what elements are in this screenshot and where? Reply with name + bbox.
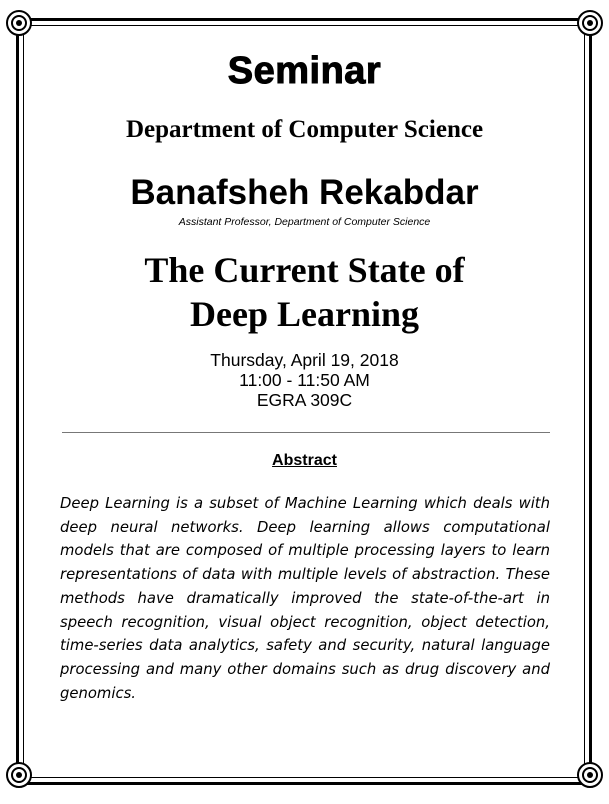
department-name: Department of Computer Science	[125, 116, 484, 143]
seminar-time: 11:00 - 11:50 AM	[239, 370, 370, 390]
abstract-body: Deep Learning is a subset of Machine Learning which deals with deep neural networks. Deep learning allows computational models that are composed of multiple processing layers to learn representations of data with multiple levels of abstraction. These methods have dramatically improved the state-of-the-art in speech recognition, visual object recognition, object detection, time-series data analytics, safety and security, natural language processing and many other domains such as drug discovery and genomics.	[60, 495, 550, 702]
corner-ornament-icon	[4, 8, 34, 38]
schedule-info	[40, 350, 569, 410]
corner-ornament-icon	[575, 8, 605, 38]
divider	[62, 432, 550, 433]
speaker-name: Banafsheh Rekabdar	[130, 173, 479, 212]
talk-title-line-2: Deep Learning	[190, 294, 419, 334]
speaker-role: Assistant Professor, Department of Computer Science	[178, 216, 431, 228]
abstract-heading: Abstract	[272, 452, 337, 469]
talk-title	[40, 248, 569, 336]
corner-ornament-icon	[575, 760, 605, 790]
corner-ornament-icon	[4, 760, 34, 790]
seminar-date: Thursday, April 19, 2018	[210, 350, 399, 370]
talk-title-line-1: The Current State of	[144, 250, 465, 290]
seminar-location: EGRA 309C	[256, 390, 353, 410]
seminar-heading: Seminar	[227, 50, 382, 92]
